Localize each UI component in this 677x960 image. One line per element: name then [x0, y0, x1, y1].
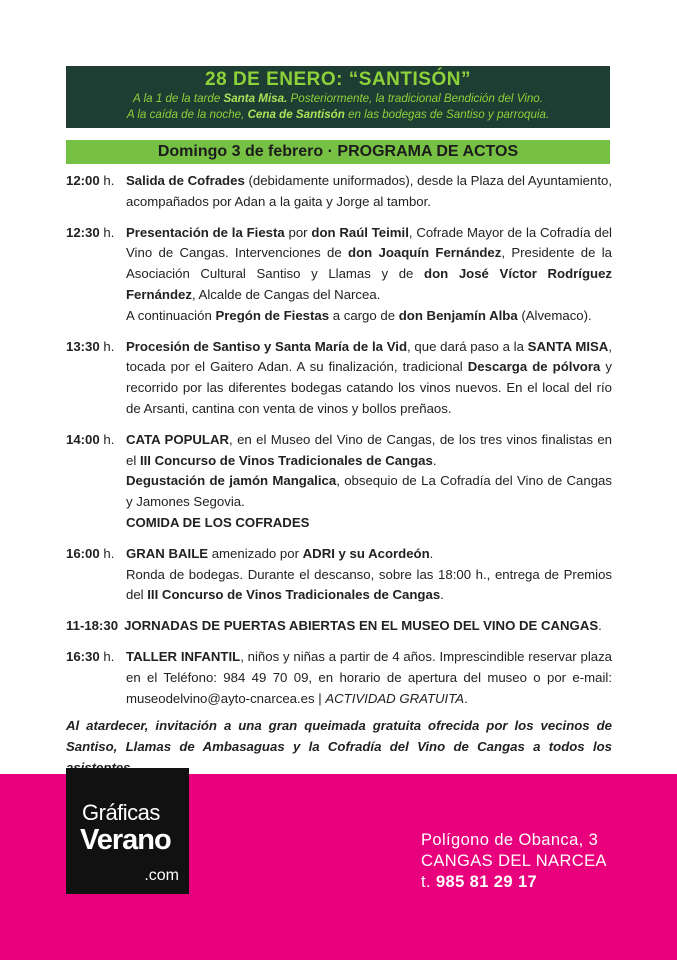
text: .: [429, 545, 434, 561]
bold-text: ADRI y su Acordeón: [302, 545, 430, 561]
schedule-description: [126, 430, 612, 534]
phone-prefix: t.: [421, 873, 431, 891]
schedule-time: [66, 223, 126, 327]
header-line-2: [66, 107, 610, 123]
description-paragraph: [126, 223, 612, 306]
address-line-2: CANGAS DEL NARCEA: [421, 852, 607, 870]
header-text: A la 1 de la tarde: [133, 92, 224, 105]
program-title: Domingo 3 de febrero · PROGRAMA DE ACTOS: [66, 140, 610, 164]
closing-note: Al atardecer, invitación a una gran queimada gratuita ofrecida por los vecinos de Santiso, Llamas de Ambasaguas y la Cofradía del Vino de Cangas a todos los: [66, 718, 612, 754]
text: por: [284, 224, 312, 240]
schedule-description: [126, 647, 612, 709]
schedule-time: [66, 616, 124, 637]
time-value: 16:00: [66, 545, 100, 561]
text: .: [432, 452, 437, 468]
bold-text: CATA POPULAR: [126, 431, 230, 447]
schedule-description: [126, 223, 612, 327]
footer-address: [421, 830, 607, 893]
bold-text: Presentación de la Fiesta: [126, 224, 285, 240]
bold-text: III Concurso de Vinos Tradicionales de Cangas: [147, 587, 441, 603]
description-paragraph: [126, 513, 612, 534]
schedule-time: [66, 647, 126, 709]
schedule-item: [66, 171, 612, 213]
time-suffix: h.: [99, 224, 115, 240]
schedule-item: [66, 223, 612, 327]
header-line-1: [66, 91, 610, 107]
time-suffix: h.: [99, 431, 115, 447]
schedule-item: [66, 647, 612, 709]
bold-text: don Benjamín Alba: [398, 307, 518, 323]
description-paragraph: [126, 337, 612, 420]
header-title: 28 DE ENERO: “SANTISÓN”: [205, 69, 471, 90]
description-paragraph: [126, 171, 612, 213]
schedule-item: [66, 337, 612, 420]
schedule-description: [124, 616, 612, 637]
bold-text: Pregón de Fiestas: [215, 307, 330, 323]
schedule-time: [66, 544, 126, 606]
logo-line-3: .com: [144, 867, 179, 884]
description-paragraph: [124, 616, 612, 637]
description-paragraph: [126, 647, 612, 709]
text: .: [464, 690, 468, 706]
text: , en el Museo del Vino de Cangas, de los tres vinos finalistas en el: [126, 431, 612, 468]
header-bold-text: Santa Misa.: [223, 92, 288, 105]
text: , Alcalde de Cangas del Narcea.: [191, 286, 381, 302]
bold-text: Salida de Cofrades: [126, 173, 245, 188]
time-suffix: h.: [99, 338, 115, 354]
schedule-description: [126, 544, 612, 606]
time-suffix: h.: [99, 648, 115, 664]
bold-text: SANTA MISA: [527, 338, 609, 354]
schedule-time: [66, 337, 126, 420]
description-paragraph: [126, 471, 612, 513]
bold-text: don José Víctor Rodríguez Fernández: [126, 266, 613, 302]
text: , niños y niñas a partir de 4 años. Imprescindible reservar plaza en el Teléfono: 984 49 70 09, en horario de apertura del museo o por e-mail: museodelvino@ayto-cnarcea.es |: [126, 648, 613, 706]
logo-line-2: Verano: [80, 824, 171, 856]
graficas-verano-logo: [66, 768, 189, 894]
phone-number: 985 81 29 17: [435, 873, 538, 891]
schedule-time: [66, 171, 126, 213]
time-value: 11-18:30: [66, 618, 119, 634]
text: (Alvemaco).: [517, 307, 592, 323]
time-value: 12:30: [66, 224, 100, 240]
bold-text: JORNADAS DE PUERTAS ABIERTAS EN EL MUSEO DEL VINO DE CANGAS: [124, 618, 599, 634]
schedule-item: [66, 544, 612, 606]
bold-text: GRAN BAILE: [126, 545, 209, 561]
schedule-item: [66, 430, 612, 534]
text: .: [440, 587, 444, 603]
header-box: [66, 66, 610, 128]
address-phone: [421, 872, 607, 893]
header-text: A la caída de la noche,: [126, 108, 248, 121]
time-suffix: h.: [99, 173, 115, 188]
time-value: 16:30: [66, 648, 100, 664]
italic-text: ACTIVIDAD GRATUITA: [325, 690, 465, 706]
schedule-time: [66, 430, 126, 534]
description-paragraph: [126, 430, 612, 472]
logo-line-1: Gráficas: [82, 800, 160, 825]
text: , obsequio de La Cofradía del Vino de Cangas y Jamones Segovia.: [126, 473, 612, 510]
bold-text: Procesión de Santiso y Santa María de la Vid: [126, 338, 408, 354]
time-value: 14:00: [66, 431, 100, 447]
time-value: 12:00: [66, 173, 100, 188]
schedule-list: [66, 171, 612, 719]
description-paragraph: [126, 565, 612, 607]
schedule-description: [126, 171, 612, 213]
bold-text: III Concurso de Vinos Tradicionales de Cangas: [139, 452, 433, 468]
text: Ronda de bodegas. Durante el descanso, sobre las 18:00 h., entrega de Premios del: [126, 566, 612, 603]
bold-text: don Raúl Teimil: [311, 224, 409, 240]
text: amenizado por: [208, 545, 303, 561]
schedule-item: [66, 616, 612, 637]
description-paragraph: [126, 306, 612, 327]
text: , Presidente de la Asociación Cultural Santiso y Llamas y de: [126, 245, 613, 282]
description-paragraph: [126, 544, 612, 565]
text: , Cofrade Mayor de la Cofradía del Vino de Cangas. Intervenciones de: [126, 224, 612, 261]
text: a cargo de: [329, 307, 399, 323]
header-text: en las bodegas de Santiso y parroquia.: [344, 108, 550, 121]
text: , que dará paso a la: [407, 338, 528, 354]
time-value: 13:30: [66, 338, 100, 354]
address-line-1: Polígono de Obanca, 3: [421, 831, 599, 849]
schedule-description: [126, 337, 612, 420]
text: , tocada por el Gaitero Adan. A su finalización, tradicional: [126, 338, 612, 375]
bold-text: TALLER INFANTIL: [126, 648, 241, 664]
header-text: Posteriormente, la tradicional Bendición del Vino.: [287, 92, 543, 105]
header-bold-text: Cena de Santisón: [247, 108, 345, 121]
text: .: [598, 618, 602, 634]
text: (debidamente uniformados), desde la Plaza del Ayuntamiento, acompañados por Adan a la gaita y Jorge al tambor.: [126, 173, 612, 209]
bold-text: Degustación de jamón Mangalica: [126, 473, 337, 489]
time-suffix: h.: [99, 545, 115, 561]
bold-text: Descarga de pólvora: [467, 359, 601, 375]
text: A continuación: [126, 307, 216, 323]
bold-text: don Joaquín Fernández: [348, 245, 502, 261]
text: y recorrido por las diferentes bodegas catando los vinos nuevos. En el local del río de Arsanti, cantina con venta de vinos y bollos preñaos.: [126, 359, 612, 416]
bold-text: COMIDA DE LOS COFRADES: [126, 514, 310, 530]
